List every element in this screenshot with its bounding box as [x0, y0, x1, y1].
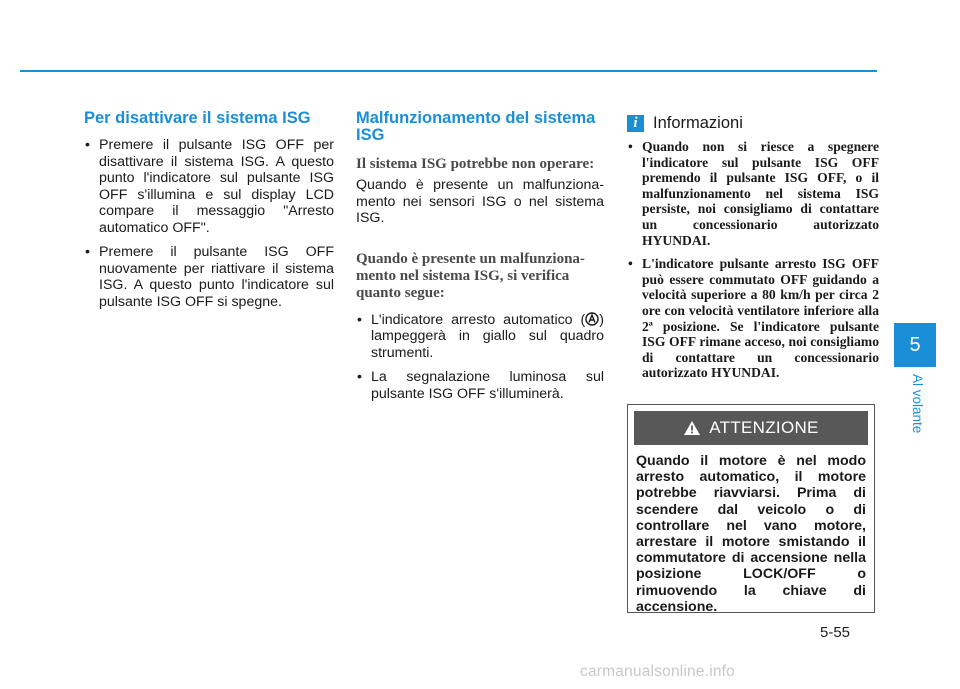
warning-title: ATTENZIONE	[709, 418, 819, 437]
section-heading: Malfunzionamento del sistema ISG	[356, 109, 596, 144]
list-item: • L'indicatore pulsante arresto ISG OFF può essere commutato OFF guidando a velocità superiore a 80 km/h per circa 2 ore con velocità ventilatore inferiore alla 2ª posizione. Se l'indicatore pulsante ISG OFF rimane acceso, noi consigliamo di contattare un concessionario autorizzato HYUNDAI.	[627, 256, 879, 381]
bullet-list	[84, 137, 334, 310]
info-icon: i	[627, 115, 644, 132]
list-item	[356, 312, 604, 362]
bullet-text-pre: L'indicatore arresto automatico (	[371, 311, 586, 328]
paragraph: Quando è presente un malfunziona-mento nei sensori ISG o nel sistema ISG.	[356, 177, 604, 226]
chapter-tab: 5	[894, 323, 936, 367]
watermark: carmanualsonline.info	[580, 663, 735, 680]
warning-text: Quando il motore è nel modo arresto automatico, il motore potrebbe riavviarsi. Prima di scendere dal veicolo o di controllare nel vano motore, arrestare il motore smistando il commutatore di accensione nella posizione LOCK/OFF o rimuovendo la chiave di accensione.	[636, 453, 866, 615]
list-item: • Premere il pulsante ISG OFF per disattivare il sistema ISG. A questo punto l'indicatore sul pulsante ISG OFF s'illumina e sul display LCD compare il messaggio "Arresto automatico OFF".	[84, 137, 334, 236]
column-malfunction	[356, 110, 604, 410]
page-number: 5-55	[820, 624, 851, 641]
list-item: • Premere il pulsante ISG OFF nuovamente per riattivare il sistema ISG. A questo punto l'indicatore sul pulsante ISG OFF si spegne.	[84, 244, 334, 310]
auto-stop-icon	[585, 312, 599, 326]
list-item: • Quando non si riesce a spegnere l'indicatore sul pulsante ISG OFF premendo il pulsante ISG OFF, o il malfunzionamento nel sistema ISG persiste, noi consigliamo di contattare un concessionario autorizzato HYUNDAI.	[627, 139, 879, 248]
subheading: Quando è presente un malfunziona-mento nel sistema ISG, si verifica quanto segue:	[356, 250, 585, 301]
header-rule	[20, 70, 877, 72]
bullet-text-post: ) lampeggerà in giallo sul quadro strumenti.	[371, 311, 604, 361]
warning-triangle-icon	[683, 420, 701, 436]
info-header	[627, 114, 879, 133]
subheading: Il sistema ISG potrebbe non operare:	[356, 156, 595, 172]
section-heading: Per disattivare il sistema ISG	[84, 109, 311, 127]
bullet-list	[356, 312, 604, 403]
column-info	[627, 108, 879, 389]
list-item: • La segnalazione luminosa sul pulsante ISG OFF s'illuminerà.	[356, 369, 604, 402]
chapter-label: Al volante	[910, 374, 925, 434]
info-list	[627, 139, 879, 381]
warning-box	[627, 404, 875, 613]
column-disable-isg	[84, 110, 334, 318]
warning-header	[634, 411, 868, 445]
info-title: Informazioni	[653, 114, 743, 132]
